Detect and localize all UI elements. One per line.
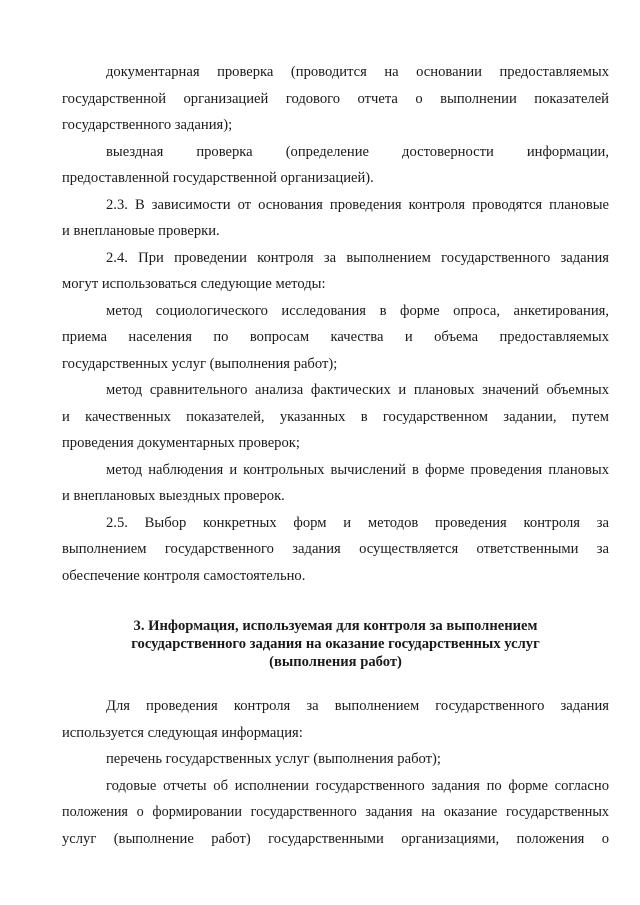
section-heading: государственного задания на оказание государственных услуг	[131, 636, 540, 652]
text-line: положения о формировании государственного задания на оказание государственных	[62, 804, 609, 820]
text-line: 2.5. Выбор конкретных форм и методов проведения контроля за	[106, 515, 609, 531]
section-heading: 3. Информация, используемая для контроля за выполнением	[133, 618, 538, 634]
text-line: перечень государственных услуг (выполнения работ);	[106, 751, 441, 767]
text-line: метод наблюдения и контрольных вычислений в форме проведения плановых	[106, 462, 609, 478]
text-line: предоставленной государственной организацией).	[62, 170, 374, 186]
text-line: государственной организацией годового отчета о выполнении показателей	[62, 91, 609, 107]
text-line: приема населения по вопросам качества и объема предоставляемых	[62, 329, 609, 345]
text-line: государственных услуг (выполнения работ);	[62, 356, 338, 372]
text-line: и внеплановые проверки.	[62, 223, 220, 239]
text-line: Для проведения контроля за выполнением государственного задания	[106, 698, 609, 714]
text-line: и внеплановых выездных проверок.	[62, 488, 285, 504]
text-line: метод сравнительного анализа фактических и плановых значений объемных	[106, 382, 609, 398]
text-line: выездная проверка (определение достоверности информации,	[106, 144, 609, 160]
text-line: используется следующая информация:	[62, 725, 303, 741]
text-line: документарная проверка (проводится на основании предоставляемых	[106, 64, 609, 80]
text-line: проведения документарных проверок;	[62, 435, 300, 451]
text-line: обеспечение контроля самостоятельно.	[62, 568, 306, 584]
text-line: выполнением государственного задания осуществляется ответственными за	[62, 541, 609, 557]
text-line: 2.3. В зависимости от основания проведения контроля проводятся плановые	[106, 197, 609, 213]
text-line: и качественных показателей, указанных в государственном задании, путем	[62, 409, 609, 425]
text-line: 2.4. При проведении контроля за выполнением государственного задания	[106, 250, 609, 266]
section-heading: (выполнения работ)	[269, 654, 402, 670]
text-line: могут использоваться следующие методы:	[62, 276, 326, 292]
text-line: услуг (выполнение работ) государственными организациями, положения о	[62, 831, 609, 847]
text-line: годовые отчеты об исполнении государственного задания по форме согласно	[106, 778, 609, 794]
text-line: государственного задания);	[62, 117, 233, 133]
text-line: метод социологического исследования в форме опроса, анкетирования,	[106, 303, 609, 319]
